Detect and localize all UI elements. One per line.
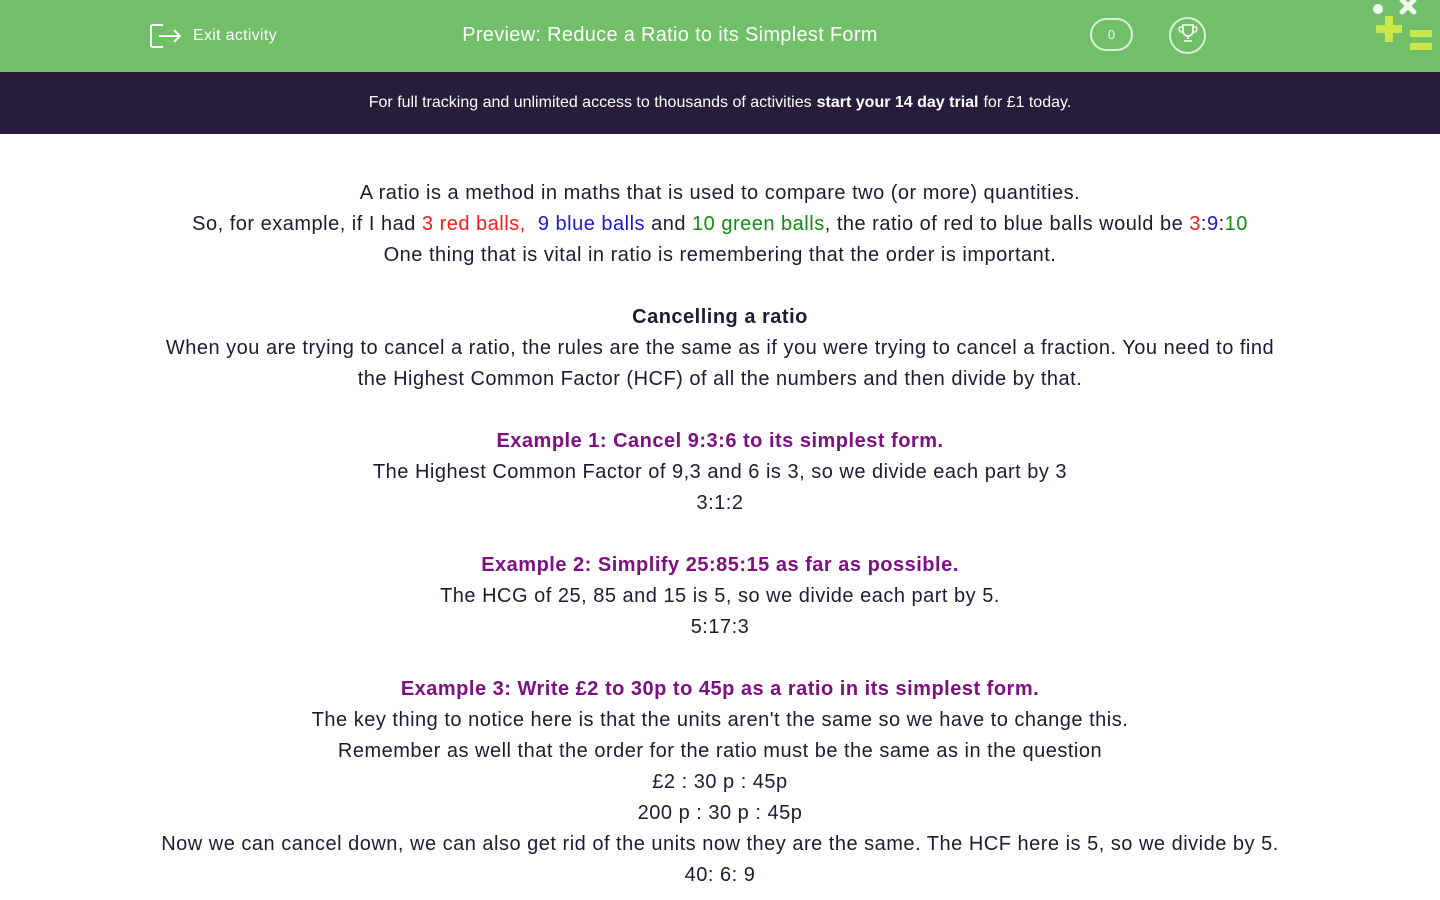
example-3-line-1: The key thing to notice here is that the units aren't the same so we have to change this. bbox=[311, 709, 1129, 731]
trophy-button[interactable] bbox=[1169, 17, 1206, 54]
example-2-line-1: The HCG of 25, 85 and 15 is 5, so we divide each part by 5. bbox=[440, 585, 1000, 607]
example-2-line-2: 5:17:3 bbox=[690, 616, 750, 638]
example-1-heading: Example 1: Cancel 9:3:6 to its simplest form. bbox=[496, 430, 944, 452]
example-3-line-2: Remember as well that the order for the ratio must be the same as in the question bbox=[337, 740, 1103, 762]
blue-balls-text: 9 blue balls bbox=[537, 213, 646, 235]
ratio-red: 3 bbox=[1189, 213, 1201, 235]
example-3-heading: Example 3: Write £2 to 30p to 45p as a ratio in its simplest form. bbox=[400, 678, 1040, 700]
cancelling-text: When you are trying to cancel a ratio, the rules are the same as if you were trying to cancel a fraction. You need to find the Highest Common Factor (HCF) of all the numbers and then divide by that. bbox=[165, 337, 1275, 390]
red-balls-text: 3 red balls, bbox=[421, 213, 526, 235]
trial-banner bbox=[0, 72, 1440, 134]
example-1-line-1: The Highest Common Factor of 9,3 and 6 is 3, so we divide each part by 3 bbox=[372, 461, 1068, 483]
cancelling-heading: Cancelling a ratio bbox=[632, 306, 808, 328]
banner-text: For full tracking and unlimited access to thousands of activities bbox=[368, 94, 812, 111]
score-counter: 0 bbox=[1090, 18, 1133, 51]
example-2-heading: Example 2: Simplify 25:85:15 as far as possible. bbox=[481, 554, 959, 576]
exit-icon bbox=[149, 22, 183, 50]
intro-line-3: One thing that is vital in ratio is remembering that the order is important. bbox=[383, 244, 1057, 266]
page-title: Preview: Reduce a Ratio to its Simplest Form bbox=[462, 24, 878, 46]
trophy-icon bbox=[1177, 22, 1199, 49]
banner-text-end: for £1 today. bbox=[983, 94, 1072, 111]
example-1-line-2: 3:1:2 bbox=[696, 492, 744, 514]
lesson-content bbox=[100, 178, 1340, 891]
example-3-line-4: 200 p : 30 p : 45p bbox=[637, 802, 803, 824]
example-3-line-6: 40: 6: 9 bbox=[684, 864, 756, 886]
top-bar bbox=[0, 0, 1440, 72]
intro-line-1: A ratio is a method in maths that is used to compare two (or more) quantities. bbox=[359, 182, 1081, 204]
brand-logo bbox=[1368, 0, 1440, 61]
ratio-blue: 9 bbox=[1206, 213, 1219, 235]
intro-line-2: So, for example, if I had 3 red balls, 9 blue balls and 10 green balls, the ratio of red to blue balls would be 3:9:10 bbox=[192, 213, 1248, 235]
trial-link[interactable]: start your 14 day trial bbox=[816, 94, 979, 111]
exit-activity-button[interactable] bbox=[149, 21, 277, 51]
example-3-line-5: Now we can cancel down, we can also get rid of the units now they are the same. The HCF here is 5, so we divide by 5. bbox=[161, 833, 1279, 855]
ratio-green: 10 bbox=[1224, 213, 1248, 235]
exit-activity-label: Exit activity bbox=[193, 27, 277, 44]
green-balls-text: 10 green balls bbox=[692, 213, 825, 235]
example-3-line-3: £2 : 30 p : 45p bbox=[652, 771, 788, 793]
